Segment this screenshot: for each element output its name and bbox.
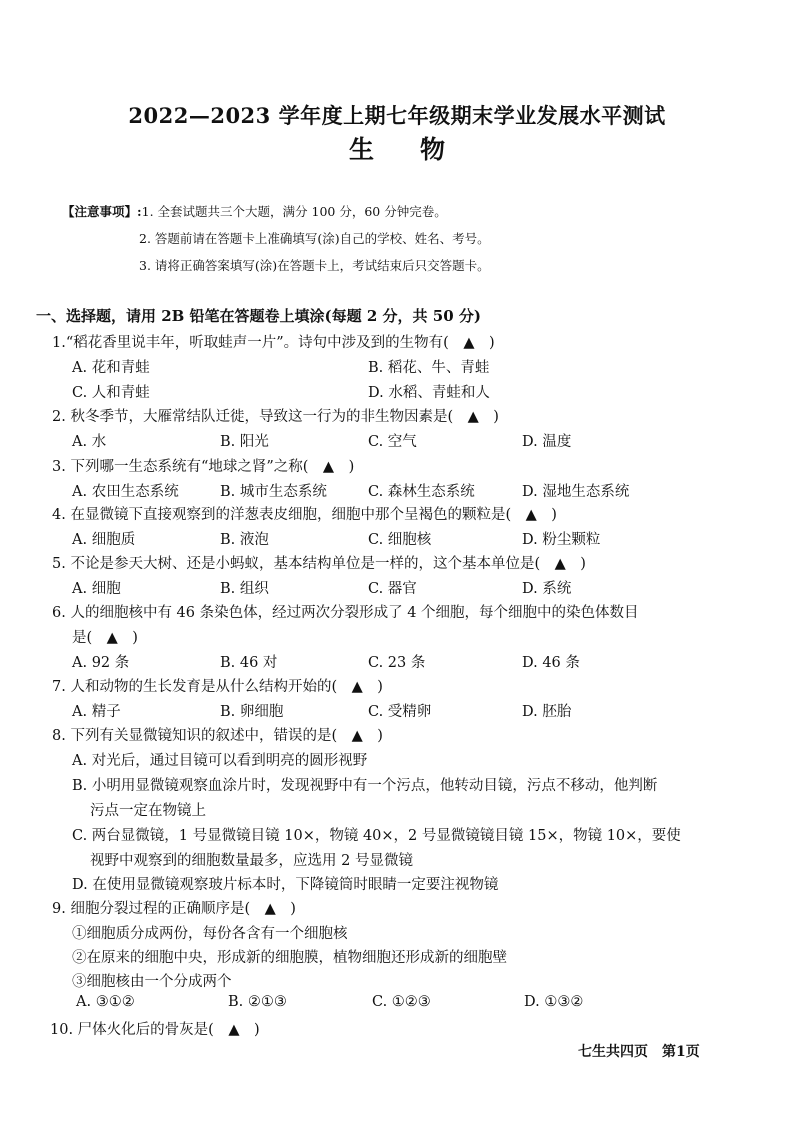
question-stem: 5. 不论是参天大树、还是小蚂蚁，基本结构单位是一样的，这个基本单位是( ▲ )	[52, 556, 586, 572]
question-option: C. 器官	[368, 581, 417, 597]
question-option: B. 46 对	[220, 655, 278, 671]
question-option: A. 92 条	[72, 655, 130, 671]
question-stem: 4. 在显微镜下直接观察到的洋葱表皮细胞，细胞中那个呈褐色的颗粒是( ▲ )	[52, 507, 557, 523]
question-option: D. 水稻、青蛙和人	[368, 385, 490, 401]
question-stem: 8. 下列有关显微镜知识的叙述中，错误的是( ▲ )	[52, 728, 383, 744]
question-option: B. 稻花、牛、青蛙	[368, 360, 490, 376]
question-option: C. 23 条	[368, 655, 426, 671]
page-footer	[578, 1041, 714, 1061]
question-option: B. 卵细胞	[220, 704, 284, 720]
question-option: D. 46 条	[522, 655, 580, 671]
note-line-1	[62, 202, 447, 220]
question-option: A. 水	[72, 434, 107, 450]
question-stem: 6. 人的细胞核中有 46 条染色体，经过两次分裂形成了 4 个细胞，每个细胞中的染色体数目	[52, 605, 639, 621]
footer-page-number: 第1页	[662, 1044, 700, 1060]
question-option: A. 农田生态系统	[72, 484, 179, 500]
question-option: D. 系统	[522, 581, 572, 597]
question-option: D. 粉尘颗粒	[522, 532, 601, 548]
question-option: D. ①③②	[524, 994, 584, 1010]
question-step: ③细胞核由一个分成两个	[72, 974, 232, 990]
question-stem: 10. 尸体火化后的骨灰是( ▲ )	[50, 1022, 260, 1038]
question-option: B. 组织	[220, 581, 269, 597]
question-option: D. 胚胎	[522, 704, 572, 720]
question-option: C. 两台显微镜，1 号显微镜目镜 10×，物镜 40×，2 号显微镜镜目镜 15×，物镜 10×，要使	[72, 828, 681, 844]
question-stem: 9. 细胞分裂过程的正确顺序是( ▲ )	[52, 901, 296, 917]
question-option: B. ②①③	[228, 994, 287, 1010]
question-option: B. 小明用显微镜观察血涂片时，发现视野中有一个污点，他转动目镜，污点不移动，他判断	[72, 778, 658, 794]
question-option: C. 受精卵	[368, 704, 432, 720]
question-option-continued: 污点一定在物镜上	[90, 803, 206, 819]
note-item: 2. 答题前请在答题卡上准确填写(涂)自己的学校、姓名、考号。	[139, 231, 490, 246]
question-option: A. 花和青蛙	[72, 360, 150, 376]
question-option: B. 阳光	[220, 434, 269, 450]
exam-subject: 生物	[348, 135, 491, 164]
footer-total-pages: 七生共四页	[578, 1044, 648, 1060]
notes-label: 【注意事项】:	[62, 204, 142, 219]
question-option: D. 湿地生态系统	[522, 484, 630, 500]
question-option: C. ①②③	[372, 994, 431, 1010]
section-heading: 一、选择题，请用 2B 铅笔在答题卷上填涂(每题 2 分，共 50 分)	[36, 307, 481, 325]
question-stem: 7. 人和动物的生长发育是从什么结构开始的( ▲ )	[52, 679, 383, 695]
question-option: A. 精子	[72, 704, 121, 720]
question-option: B. 城市生态系统	[220, 484, 327, 500]
question-option: D. 温度	[522, 434, 572, 450]
question-option: C. 人和青蛙	[72, 385, 150, 401]
question-stem: 3. 下列哪一生态系统有“地球之肾”之称( ▲ )	[52, 459, 355, 475]
question-option: A. 对光后，通过目镜可以看到明亮的圆形视野	[72, 753, 368, 769]
question-stem: 1.“稻花香里说丰年，听取蛙声一片”。诗句中涉及到的生物有( ▲ )	[52, 335, 495, 351]
question-option: A. 细胞	[72, 581, 121, 597]
question-option: B. 液泡	[220, 532, 269, 548]
question-stem-continued: 是( ▲ )	[72, 630, 138, 646]
question-option: A. 细胞质	[72, 532, 136, 548]
question-stem: 2. 秋冬季节，大雁常结队迁徙，导致这一行为的非生物因素是( ▲ )	[52, 409, 499, 425]
question-option: C. 细胞核	[368, 532, 432, 548]
question-option-continued: 视野中观察到的细胞数量最多，应选用 2 号显微镜	[90, 853, 413, 869]
question-step: ①细胞质分成两份，每份各含有一个细胞核	[72, 926, 348, 942]
question-option: C. 空气	[368, 434, 417, 450]
question-step: ②在原来的细胞中央，形成新的细胞膜，植物细胞还形成新的细胞壁	[72, 950, 507, 966]
note-item: 1. 全套试题共三个大题，满分 100 分，60 分钟完卷。	[141, 204, 447, 219]
note-item: 3. 请将正确答案填写(涂)在答题卡上，考试结束后只交答题卡。	[139, 258, 490, 273]
question-option: C. 森林生态系统	[368, 484, 475, 500]
question-option: A. ③①②	[76, 994, 135, 1010]
exam-title: 2022—2023 学年度上期七年级期末学业发展水平测试	[128, 103, 666, 128]
question-option: D. 在使用显微镜观察玻片标本时，下降镜筒时眼睛一定要注视物镜	[72, 877, 499, 893]
